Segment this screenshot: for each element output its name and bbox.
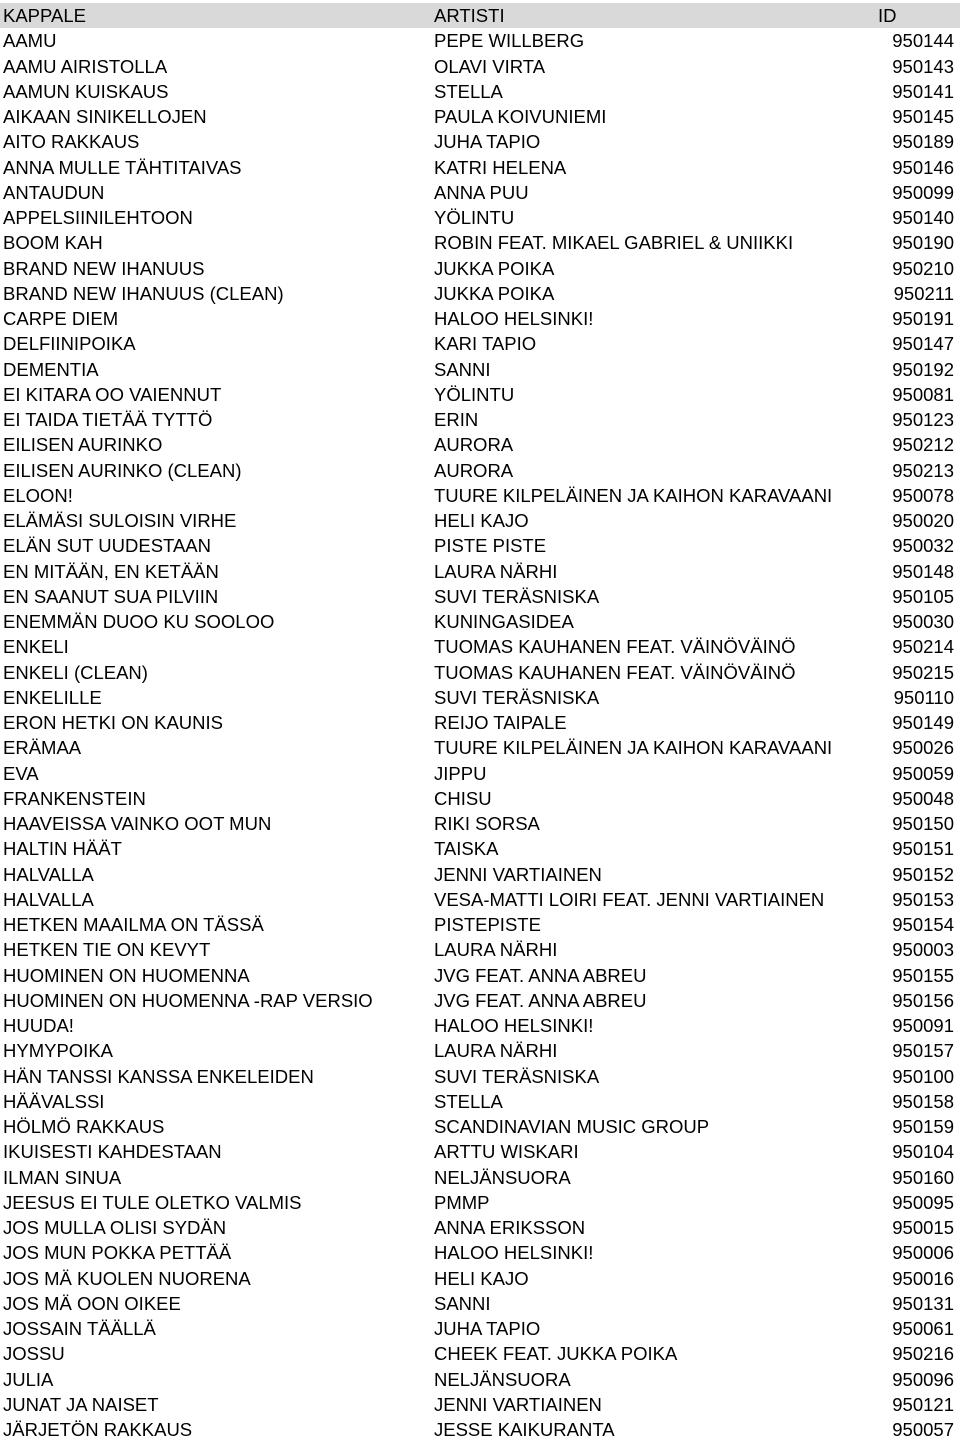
song-title: JOS MÄ OON OIKEE <box>3 1292 181 1314</box>
song-artist: SCANDINAVIAN MUSIC GROUP <box>434 1116 710 1137</box>
song-title: IKUISESTI KAHDESTAAN <box>3 1141 222 1163</box>
song-title: CARPE DIEM <box>3 308 119 329</box>
song-artist: JUKKA POIKA <box>434 282 555 304</box>
song-artist: AURORA <box>434 459 514 481</box>
song-artist: STELLA <box>434 80 503 102</box>
song-artist: OLAVI VIRTA <box>434 55 546 77</box>
song-id: 950003 <box>892 939 954 961</box>
song-id: 950214 <box>892 636 954 658</box>
song-id: 950078 <box>892 484 954 506</box>
table-row <box>0 54 960 79</box>
song-id: 950211 <box>893 282 954 304</box>
song-artist: JESSE KAIKURANTA <box>434 1419 615 1440</box>
song-artist: VESA-MATTI LOIRI FEAT. JENNI VARTIAINEN <box>434 888 825 910</box>
song-id: 950157 <box>892 1040 954 1062</box>
song-artist: TUURE KILPELÄINEN JA KAIHON KARAVAANI <box>434 484 833 506</box>
song-artist: HELI KAJO <box>434 510 529 531</box>
song-title: ENKELI (CLEAN) <box>3 661 148 683</box>
song-title: HYMYPOIKA <box>3 1040 113 1062</box>
song-id: 950190 <box>892 232 954 254</box>
song-title: ERON HETKI ON KAUNIS <box>3 712 223 733</box>
table-row <box>0 256 960 281</box>
song-title: ELOON! <box>3 484 73 506</box>
song-artist: PAULA KOIVUNIEMI <box>434 106 607 127</box>
song-id: 950155 <box>892 964 954 986</box>
song-artist: JUHA TAPIO <box>434 131 541 153</box>
table-row <box>0 1190 960 1215</box>
song-artist: STELLA <box>434 1090 503 1112</box>
song-artist: TUURE KILPELÄINEN JA KAIHON KARAVAANI <box>434 737 833 759</box>
song-id: 950104 <box>892 1141 954 1163</box>
song-artist: NELJÄNSUORA <box>434 1368 571 1390</box>
song-id: 950215 <box>892 661 954 683</box>
song-artist: KUNINGASIDEA <box>434 611 574 632</box>
song-title: APPELSIINILEHTOON <box>3 207 193 228</box>
table-body <box>0 28 960 1442</box>
song-artist: TAISKA <box>434 838 499 860</box>
song-id: 950099 <box>892 181 954 203</box>
song-title: AIKAAN SINIKELLOJEN <box>3 106 207 127</box>
table-row <box>0 281 960 306</box>
song-artist: CHISU <box>434 787 492 809</box>
song-title: EI TAIDA TIETÄÄ TYTTÖ <box>3 409 213 430</box>
song-title: ERÄMAA <box>3 737 82 759</box>
song-title: HÄÄVALSSI <box>3 1090 105 1112</box>
song-artist: ERIN <box>434 409 479 430</box>
song-artist: SUVI TERÄSNISKA <box>434 686 600 708</box>
song-id: 950123 <box>892 409 954 430</box>
song-id: 950100 <box>892 1065 954 1087</box>
table-row <box>0 1013 960 1038</box>
song-title: HUOMINEN ON HUOMENNA -RAP VERSIO <box>3 989 373 1011</box>
song-title: EN SAANUT SUA PILVIIN <box>3 585 219 607</box>
table-row <box>0 483 960 508</box>
table-row <box>0 786 960 811</box>
song-id: 950026 <box>892 737 954 759</box>
song-id: 950147 <box>892 333 954 355</box>
table-row <box>0 1341 960 1366</box>
song-id: 950096 <box>892 1368 954 1390</box>
song-title: ENKELILLE <box>3 686 102 708</box>
song-artist: AURORA <box>434 434 514 456</box>
song-artist: SANNI <box>434 358 491 380</box>
song-id: 950216 <box>892 1343 954 1365</box>
song-title: HETKEN MAAILMA ON TÄSSÄ <box>3 914 264 935</box>
song-artist: JENNI VARTIAINEN <box>434 1393 602 1415</box>
song-id: 950015 <box>892 1217 954 1238</box>
table-row <box>0 735 960 760</box>
table-row <box>0 811 960 836</box>
song-title: JÄRJETÖN RAKKAUS <box>3 1419 193 1440</box>
song-title: HÖLMÖ RAKKAUS <box>3 1116 165 1137</box>
song-title: JOS MULLA OLISI SYDÄN <box>3 1217 227 1238</box>
song-artist: HALOO HELSINKI! <box>434 1015 594 1036</box>
song-id: 950091 <box>892 1015 954 1036</box>
table-row <box>0 1240 960 1265</box>
song-artist: HALOO HELSINKI! <box>434 1242 594 1264</box>
song-title: ELÄN SUT UUDESTAAN <box>3 535 211 557</box>
table-row <box>0 230 960 255</box>
table-row <box>0 533 960 558</box>
song-id: 950140 <box>892 207 954 228</box>
song-id: 950145 <box>892 106 954 127</box>
table-row <box>0 584 960 609</box>
table-row <box>0 1165 960 1190</box>
song-id: 950061 <box>892 1318 954 1339</box>
song-title: HALTIN HÄÄT <box>3 838 122 860</box>
song-id: 950144 <box>892 30 954 52</box>
table-row <box>0 28 960 53</box>
song-title: HÄN TANSSI KANSSA ENKELEIDEN <box>3 1065 314 1087</box>
song-id: 950153 <box>892 888 954 910</box>
song-artist: PISTE PISTE <box>434 535 547 557</box>
song-artist: ARTTU WISKARI <box>434 1141 579 1163</box>
table-row <box>0 1114 960 1139</box>
song-artist: SUVI TERÄSNISKA <box>434 1065 600 1087</box>
song-artist: JIPPU <box>434 762 487 784</box>
song-title: EILISEN AURINKO <box>3 434 163 456</box>
song-title: HETKEN TIE ON KEVYT <box>3 939 211 961</box>
song-title: HUUDA! <box>3 1015 74 1036</box>
table-row <box>0 129 960 154</box>
song-artist: JUKKA POIKA <box>434 257 555 279</box>
song-title: JULIA <box>3 1368 54 1390</box>
song-artist: KARI TAPIO <box>434 333 537 355</box>
song-id: 950148 <box>892 560 954 582</box>
table-row <box>0 1089 960 1114</box>
table-row <box>0 155 960 180</box>
song-title: JOSSAIN TÄÄLLÄ <box>3 1318 156 1339</box>
song-title: HAAVEISSA VAINKO OOT MUN <box>3 813 272 834</box>
table-row <box>0 1367 960 1392</box>
song-title: FRANKENSTEIN <box>3 787 146 809</box>
song-artist: ANNA PUU <box>434 181 529 203</box>
table-row <box>0 836 960 861</box>
table-row <box>0 180 960 205</box>
header-id: ID <box>878 5 897 26</box>
table-row <box>0 862 960 887</box>
song-artist: PISTEPISTE <box>434 914 541 935</box>
song-title: HALVALLA <box>3 863 94 885</box>
table-row <box>0 104 960 129</box>
song-title: JOS MÄ KUOLEN NUORENA <box>3 1267 251 1289</box>
table-row <box>0 331 960 356</box>
table-row <box>0 458 960 483</box>
song-id: 950156 <box>892 989 954 1011</box>
song-artist: KATRI HELENA <box>434 156 567 178</box>
song-artist: HELI KAJO <box>434 1267 529 1289</box>
song-id: 950141 <box>892 80 954 102</box>
table-row <box>0 685 960 710</box>
song-title: DELFIINIPOIKA <box>3 333 136 355</box>
song-id: 950016 <box>892 1267 954 1289</box>
song-artist: PEPE WILLBERG <box>434 30 585 52</box>
song-id: 950006 <box>892 1242 954 1264</box>
song-title: AAMUN KUISKAUS <box>3 80 169 102</box>
song-id: 950146 <box>892 156 954 178</box>
song-artist: SUVI TERÄSNISKA <box>434 585 600 607</box>
song-artist: JVG FEAT. ANNA ABREU <box>434 964 647 986</box>
song-artist: ROBIN FEAT. MIKAEL GABRIEL & UNIIKKI <box>434 232 794 254</box>
table-row <box>0 1417 960 1442</box>
song-id: 950212 <box>892 434 954 456</box>
song-title: EI KITARA OO VAIENNUT <box>3 383 222 405</box>
song-artist: YÖLINTU <box>434 207 515 228</box>
song-id: 950154 <box>892 914 954 935</box>
song-artist: ANNA ERIKSSON <box>434 1217 586 1238</box>
song-artist: TUOMAS KAUHANEN FEAT. VÄINÖVÄINÖ <box>434 661 796 683</box>
song-title: AAMU <box>3 30 57 52</box>
song-id: 950213 <box>892 459 954 481</box>
song-title: ENKELI <box>3 636 69 658</box>
song-id: 950159 <box>892 1116 954 1137</box>
song-title: EN MITÄÄN, EN KETÄÄN <box>3 560 219 582</box>
song-title: ILMAN SINUA <box>3 1166 122 1188</box>
song-id: 950191 <box>892 308 954 329</box>
song-id: 950048 <box>892 787 954 809</box>
table-row <box>0 407 960 432</box>
song-title: JOS MUN POKKA PETTÄÄ <box>3 1242 232 1264</box>
song-id: 950160 <box>892 1166 954 1188</box>
table-row <box>0 306 960 331</box>
song-artist: JVG FEAT. ANNA ABREU <box>434 989 647 1011</box>
table-row <box>0 559 960 584</box>
song-title: JEESUS EI TULE OLETKO VALMIS <box>3 1191 302 1213</box>
song-title: EVA <box>3 762 39 784</box>
table-row <box>0 937 960 962</box>
table-row <box>0 205 960 230</box>
table-row <box>0 761 960 786</box>
table-row <box>0 1215 960 1240</box>
song-artist: TUOMAS KAUHANEN FEAT. VÄINÖVÄINÖ <box>434 636 796 658</box>
song-title: ENEMMÄN DUOO KU SOOLOO <box>3 611 275 632</box>
song-artist: REIJO TAIPALE <box>434 712 567 733</box>
song-id: 950020 <box>892 510 954 531</box>
song-title: HUOMINEN ON HUOMENNA <box>3 964 250 986</box>
song-id: 950210 <box>892 257 954 279</box>
song-id: 950192 <box>892 358 954 380</box>
table-row <box>0 1291 960 1316</box>
song-artist: SANNI <box>434 1292 491 1314</box>
table-row <box>0 963 960 988</box>
song-id: 950110 <box>893 686 954 708</box>
header-title: KAPPALE <box>3 5 86 26</box>
table-row <box>0 1064 960 1089</box>
song-artist: HALOO HELSINKI! <box>434 308 594 329</box>
song-id: 950032 <box>892 535 954 557</box>
song-id: 950189 <box>892 131 954 153</box>
song-id: 950059 <box>892 762 954 784</box>
table-row <box>0 710 960 735</box>
song-title: AITO RAKKAUS <box>3 131 140 153</box>
song-artist: CHEEK FEAT. JUKKA POIKA <box>434 1343 678 1365</box>
song-id: 950057 <box>892 1419 954 1440</box>
song-artist: NELJÄNSUORA <box>434 1166 571 1188</box>
song-title: BOOM KAH <box>3 232 103 254</box>
table-row <box>0 79 960 104</box>
table-row <box>0 1316 960 1341</box>
song-id: 950151 <box>892 838 954 860</box>
song-title: HALVALLA <box>3 888 94 910</box>
song-artist: LAURA NÄRHI <box>434 939 558 961</box>
song-title: JUNAT JA NAISET <box>3 1393 159 1415</box>
table-row <box>0 1038 960 1063</box>
song-id: 950150 <box>892 813 954 834</box>
song-title: BRAND NEW IHANUUS (CLEAN) <box>3 282 284 304</box>
song-artist: JUHA TAPIO <box>434 1318 541 1339</box>
song-title: BRAND NEW IHANUUS <box>3 257 205 279</box>
table-row <box>0 609 960 634</box>
song-id: 950158 <box>892 1090 954 1112</box>
table-row <box>0 382 960 407</box>
song-id: 950131 <box>892 1292 954 1314</box>
song-artist: YÖLINTU <box>434 383 515 405</box>
song-title: EILISEN AURINKO (CLEAN) <box>3 459 242 481</box>
table-row <box>0 887 960 912</box>
song-artist: JENNI VARTIAINEN <box>434 863 602 885</box>
table-row <box>0 1139 960 1164</box>
song-id: 950105 <box>892 585 954 607</box>
table-row <box>0 660 960 685</box>
song-title: JOSSU <box>3 1343 65 1365</box>
table-header <box>0 3 960 28</box>
song-id: 950149 <box>892 712 954 733</box>
song-table <box>0 3 960 1442</box>
song-id: 950095 <box>892 1191 954 1213</box>
song-title: DEMENTIA <box>3 358 99 380</box>
table-row <box>0 988 960 1013</box>
table-row <box>0 432 960 457</box>
song-id: 950030 <box>892 611 954 632</box>
song-title: ANTAUDUN <box>3 181 105 203</box>
table-row <box>0 1266 960 1291</box>
song-title: AAMU AIRISTOLLA <box>3 55 168 77</box>
song-id: 950143 <box>892 55 954 77</box>
table-row <box>0 634 960 659</box>
song-artist: LAURA NÄRHI <box>434 1040 558 1062</box>
song-id: 950081 <box>892 383 954 405</box>
table-row <box>0 912 960 937</box>
song-artist: PMMP <box>434 1191 490 1213</box>
table-row <box>0 357 960 382</box>
table-row <box>0 508 960 533</box>
song-title: ANNA MULLE TÄHTITAIVAS <box>3 156 242 178</box>
table-row <box>0 1392 960 1417</box>
song-id: 950152 <box>892 863 954 885</box>
song-id: 950121 <box>892 1393 954 1415</box>
song-artist: LAURA NÄRHI <box>434 560 558 582</box>
song-artist: RIKI SORSA <box>434 813 540 834</box>
song-title: ELÄMÄSI SULOISIN VIRHE <box>3 510 237 531</box>
header-artist: ARTISTI <box>434 5 505 26</box>
